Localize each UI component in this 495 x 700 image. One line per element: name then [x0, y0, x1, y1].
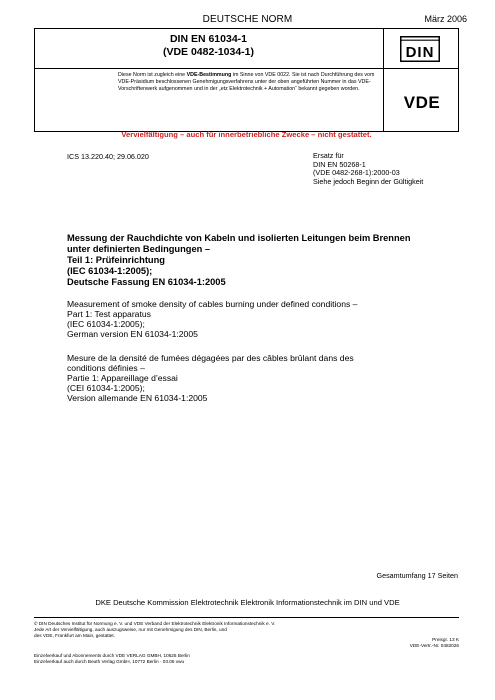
- copyright-notice: [34, 621, 374, 639]
- header-title: DEUTSCHE NORM: [202, 14, 293, 25]
- box-divider-vertical: [383, 28, 384, 132]
- title-fr-line: Partie 1: Appareillage d’essai: [67, 373, 178, 383]
- title-en-line: Part 1: Test apparatus: [67, 309, 151, 319]
- title-de-line: unter definierten Bedingungen –: [67, 244, 211, 254]
- din-logo: [400, 36, 440, 62]
- header-date: März 2006: [424, 14, 467, 24]
- vde-notice-bold: VDE-Bestimmung: [186, 72, 232, 78]
- footer-separator: [34, 617, 459, 618]
- copyright-line: des VDE, Frankfurt am Main, gestattet.: [34, 633, 116, 638]
- box-divider-horizontal: [34, 68, 459, 69]
- dke-line: DKE Deutsche Kommission Elektrotechnik Elektronik Informationstechnik im DIN und VDE: [95, 598, 400, 607]
- title-fr-line: (CEI 61034-1:2005);: [67, 383, 145, 393]
- reproduction-notice: Vervielfältigung – auch für innerbetriebliche Zwecke – nicht gestattet.: [121, 130, 372, 139]
- title-fr-line: conditions définies –: [67, 363, 145, 373]
- replacement-vde: (VDE 0482-268-1):2000-03: [313, 168, 400, 178]
- din-logo-text: DIN: [405, 44, 435, 61]
- sales-line: Einzelverkauf auch durch Beuth Verlag GmbH, 10772 Berlin · 03.06 vwu: [34, 659, 185, 664]
- title-french: [67, 353, 462, 403]
- replacement-label: Ersatz für: [313, 151, 344, 160]
- title-german: [67, 233, 462, 288]
- title-en-line: Measurement of smoke density of cables burning under defined conditions –: [67, 299, 358, 309]
- total-pages: Gesamtumfang 17 Seiten: [376, 571, 458, 580]
- copyright-line: © DIN Deutsches Institut für Normung e. V. und VDE Verband der Elektrotechnik Elektronik Informationstechnik e. V.: [34, 621, 276, 626]
- price-info: [410, 637, 459, 649]
- title-en-line: German version EN 61034-1:2005: [67, 329, 198, 339]
- vde-number: (VDE 0482-1034-1): [162, 46, 255, 58]
- vde-logo-text: VDE: [403, 93, 441, 112]
- title-de-line: Deutsche Fassung EN 61034-1:2005: [67, 277, 226, 287]
- title-de-line: (IEC 61034-1:2005);: [67, 266, 153, 276]
- standard-number: DIN EN 61034-1: [169, 33, 248, 45]
- vde-logo: [392, 92, 452, 112]
- replacement-validity: Siehe jedoch Beginn der Gültigkeit: [313, 176, 424, 186]
- title-fr-line: Version allemande EN 61034-1:2005: [67, 393, 208, 403]
- replacement-info: [313, 152, 423, 186]
- price-group: Preisgr. 13 K: [432, 637, 459, 642]
- title-en-line: (IEC 61034-1:2005);: [67, 319, 145, 329]
- vde-notice-start: Diese Norm ist zugleich eine: [118, 72, 187, 78]
- vde-notice: [118, 72, 380, 93]
- title-de-line: Teil 1: Prüfeinrichtung: [67, 255, 165, 265]
- replacement-standard: DIN EN 50268-1: [313, 159, 366, 169]
- vde-notice-end: im Sinne von VDE 0022. Sie ist nach Durchführung des vom VDE-Präsidium beschlossenen Genehmigungsverfahrens unter der oben angeführten Nummer in das VDE-Vorschriftenwerk aufgenommen und in der „etz Elektrotechnik + Automation“ bekannt gegeben worden.: [118, 72, 375, 93]
- ics-code: ICS 13.220.40; 29.06.020: [67, 152, 149, 161]
- sales-info: [34, 653, 374, 665]
- title-english: [67, 299, 462, 339]
- title-fr-line: Mesure de la densité de fumées dégagées par des câbles brûlant dans des: [67, 353, 354, 363]
- title-de-line: Messung der Rauchdichte von Kabeln und isolierten Leitungen beim Brennen: [67, 233, 411, 243]
- copyright-line: Jede Art der Vervielfältigung, auch auszugsweise, nur mit Genehmigung des DIN, Berlin, und: [34, 627, 227, 632]
- order-number: VDE-Vertr.-Nr. 0482026: [409, 643, 459, 648]
- sales-line: Einzelverkauf und Abonnements durch VDE VERLAG GMBH, 10625 Berlin: [34, 653, 190, 658]
